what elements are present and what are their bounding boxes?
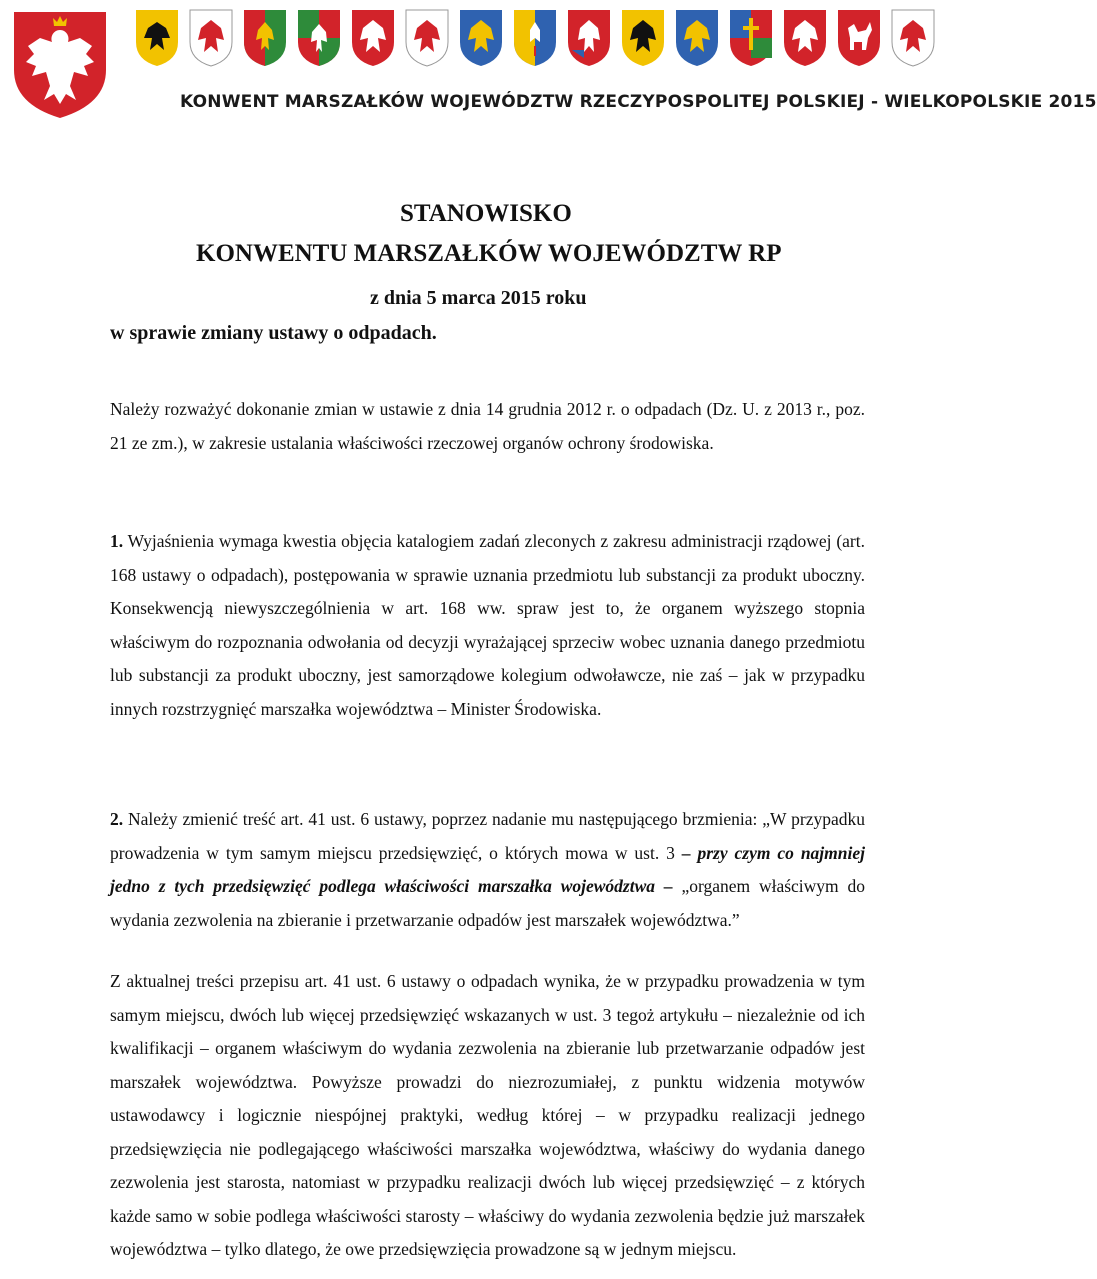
page-header	[0, 0, 1097, 130]
crest-icon	[568, 10, 610, 66]
crest-icon	[838, 10, 880, 66]
crest-icon	[514, 10, 556, 66]
convention-header-title: KONWENT MARSZAŁKÓW WOJEWÓDZTW RZECZYPOSPOLITEJ POLSKIEJ - WIELKOPOLSKIE 2015	[180, 92, 1097, 112]
crest-icon	[730, 10, 772, 66]
voivodeship-crests-row	[134, 8, 960, 68]
crest-icon	[136, 10, 178, 66]
crest-icon	[298, 10, 340, 66]
point-2-continuation: Z aktualnej treści przepisu art. 41 ust. 6 ustawy o odpadach wynika, że w przypadku prowadzenia w tym samym miejscu, dwóch lub więcej przedsięwzięć wskazanych w ust. 3 tegoż artykułu – niezależnie od ich kwalifikacji – organem właściwym do wydania zezwolenia na zbieranie lub przetwarzanie odpadów jest marszałek województwa. Powyższe prowadzi do niezrozumiałej, z punktu widzenia motywów ustawodawcy i logicznie niespójnej praktyki, według której – w przypadku realizacji jednego przedsięwzięcia nie podlegającego właściwości marszałka województwa, właściwy do wydania danego zezwolenia jest starosta, natomiast w przypadku realizacji dwóch lub więcej przedsięwzięć – z których każde samo w sobie podlega właściwości starosty – właściwy do wydania zezwolenia będzie już marszałek województwa – tylko dlatego, że owe przedsięwzięcia prowadzone są w jednym miejscu.	[110, 971, 865, 1259]
wielkopolskie-eagle-crest-icon	[10, 8, 110, 120]
document-subject: w sprawie zmiany ustawy o odpadach.	[110, 322, 437, 344]
point-2-text: Należy zmienić treść art. 41 ust. 6 ustawy, poprzez nadanie mu następującego brzmienia: „W przypadku prowadzenia w tym samym miejscu przedsięwzięć, o których mowa w ust. 3	[110, 809, 865, 863]
intro-paragraph: Należy rozważyć dokonanie zmian w ustawie z dnia 14 grudnia 2012 r. o odpadach (Dz. U. z 2013 r., poz. 21 ze zm.), w zakresie ustalania właściwości rzeczowej organów ochrony środowiska.	[110, 399, 865, 453]
crest-icon	[892, 10, 934, 66]
crest-icon	[676, 10, 718, 66]
crest-icon	[460, 10, 502, 66]
point-1-paragraph	[110, 525, 865, 726]
crest-icon	[352, 10, 394, 66]
document-title-issuer: KONWENTU MARSZAŁKÓW WOJEWÓDZTW RP	[196, 240, 782, 267]
point-1-text: Wyjaśnienia wymaga kwestia objęcia katalogiem zadań zleconych z zakresu administracji rządowej (art. 168 ustawy o odpadach), postępowania w sprawie uznania przedmiotu lub substancji za produkt uboczny. Konsekwencją niewyszczególnienia w art. 168 ww. spraw jest to, że organem wyższego stopnia właściwym do rozpoznania odwołania od decyzji wyrażającej sprzeciw wobec uznania danego przedmiotu lub substancji za produkt uboczny, jest samorządowe kolegium odwoławcze, nie zaś – jak w przypadku innych rozstrzygnięć marszałka województwa – Minister Środowiska.	[110, 531, 865, 719]
point-2-number: 2.	[110, 809, 124, 829]
crest-icon	[622, 10, 664, 66]
point-2-paragraph	[110, 803, 865, 937]
point-2-tail: „organem właściwym do wydania zezwolenia na zbieranie i przetwarzanie odpadów jest marszałek województwa.”	[110, 876, 865, 930]
point-1-number: 1.	[110, 531, 124, 551]
crest-icon	[244, 10, 286, 66]
crest-icon	[406, 10, 448, 66]
document-date: z dnia 5 marca 2015 roku	[370, 287, 587, 309]
document-title: STANOWISKO	[400, 200, 572, 227]
crest-icon	[190, 10, 232, 66]
crest-icon	[784, 10, 826, 66]
point-2-emphasis: – przy czym co najmniej jedno z tych przedsięwzięć podlega właściwości marszałka województwa –	[110, 842, 865, 896]
